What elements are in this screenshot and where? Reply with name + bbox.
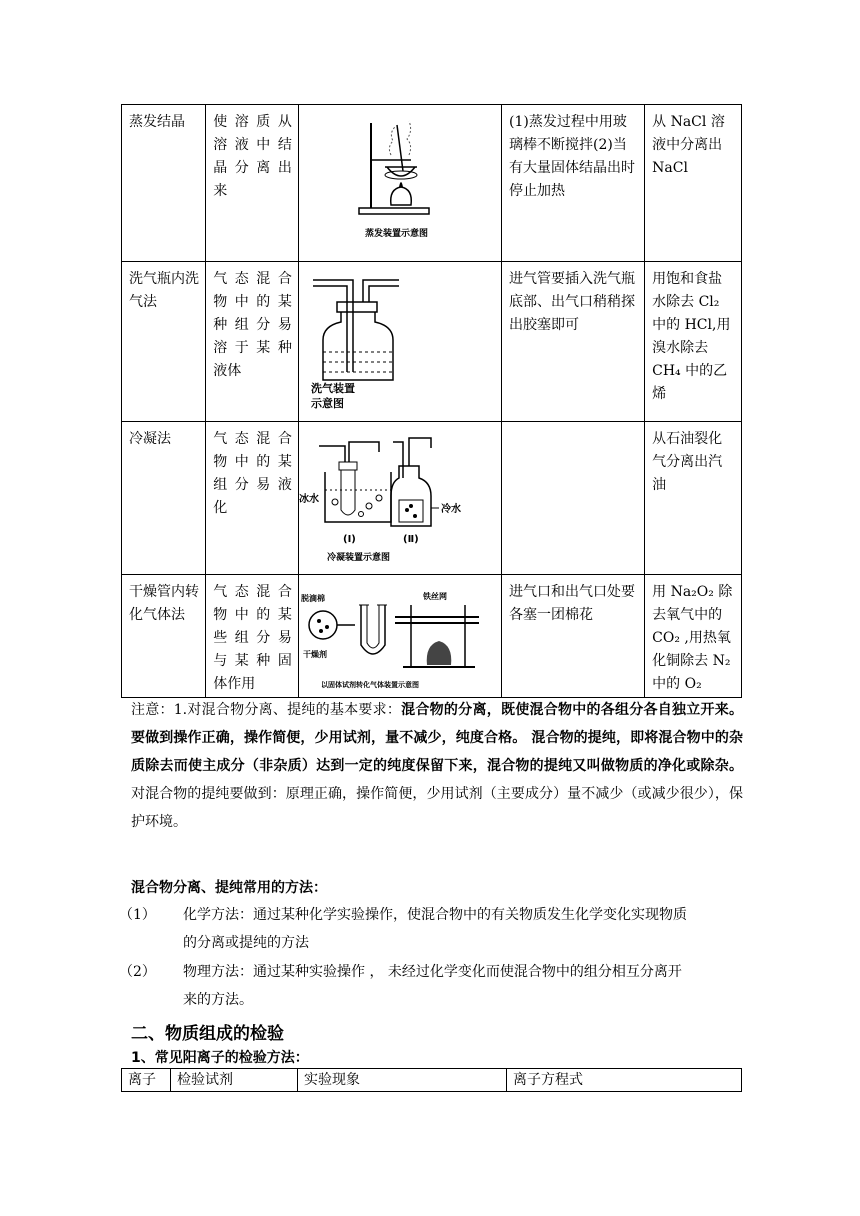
note-paragraph [131, 696, 743, 836]
drying-tube-figure [298, 575, 501, 698]
sub-heading: 1、常见阳离子的检验方法： [131, 1050, 309, 1066]
method-condition: 气态混合 物中的某 种组分易 溶于某种 液体 [206, 262, 299, 422]
method-notes: 进气口和出气口处要各塞一团棉花 [501, 575, 644, 698]
condensation-apparatus-image [299, 422, 491, 575]
note-rest: 对混合物的提纯要做到：原理正确，操作简便，少用试剂（主要成分）量不减少（或减少很少），保护环境。 [131, 786, 743, 830]
separation-methods-table [121, 104, 742, 698]
method-condition: 气态混合 物中的某 些组分易 与某种固 体作用 [206, 575, 299, 698]
table-row [122, 105, 742, 262]
label-apparatus-2: (Ⅱ) [402, 534, 419, 545]
methods-heading: 混合物分离、提纯常用的方法： [131, 880, 327, 896]
item-number: （1） [119, 907, 156, 923]
figure-caption-line1: 洗气装置 [310, 382, 355, 395]
label-apparatus-1: (Ⅰ) [342, 534, 356, 545]
gas-washing-figure [298, 262, 501, 422]
table-row [122, 262, 742, 422]
evaporation-figure [298, 105, 501, 262]
condensation-figure [298, 422, 501, 575]
item-line1: 化学方法：通过某种化学实验操作，使混合物中的有关物质发生化学变化实现物质 [183, 907, 687, 923]
note-prefix: 注意：1.对混合物分离、提纯的基本要求： [131, 702, 402, 718]
table-header-row [122, 1069, 742, 1092]
method-condition: 使溶质从 溶液中结 晶分离出 来 [206, 105, 299, 262]
method-notes [501, 422, 644, 575]
figure-caption: 蒸发装置示意图 [364, 229, 428, 239]
method-example: 用饱和食盐水除去 Cl₂ 中的 HCl,用溴水除去 CH₄ 中的乙烯 [645, 262, 742, 422]
method-condition: 气态混合 物中的某 组分易液 化 [206, 422, 299, 575]
label-cold-water: 冷水 [440, 504, 461, 515]
method-example: 从石油裂化气分离出汽油 [645, 422, 742, 575]
method-name: 洗气瓶内洗气法 [122, 262, 206, 422]
section-heading: 二、物质组成的检验 [131, 1024, 284, 1044]
note-bold: 混合物的分离，既使混合物中的各组分各自独立开来。要做到操作正确，操作简便，少用试剂，量不减少，纯度合格。 混合物的提纯，即将混合物中的杂质除去而使主成分（非杂质）达到一定的纯度保留下来，混合物的提纯又叫做物质的净化或除杂。 [131, 702, 743, 774]
item-line2: 来的方法。 [183, 992, 253, 1008]
item-number: （2） [119, 964, 156, 980]
evaporation-apparatus-image [299, 105, 491, 262]
method-name: 蒸发结晶 [122, 105, 206, 262]
method-name: 冷凝法 [122, 422, 206, 575]
item-line2: 的分离或提纯的方法 [183, 935, 309, 951]
method-example: 用 Na₂O₂ 除去氧气中的 CO₂ ,用热氧化铜除去 N₂ 中的 O₂ [645, 575, 742, 698]
label-ice-water: 冰水 [298, 494, 319, 505]
label-cotton: 脱滴棉 [300, 594, 325, 603]
table-row [122, 422, 742, 575]
drying-tube-apparatus-image [299, 575, 491, 698]
cation-test-table [121, 1068, 742, 1092]
method-name: 干燥管内转化气体法 [122, 575, 206, 698]
label-wire-mesh: 铁丝网 [422, 592, 447, 601]
header-reagent: 检验试剂 [171, 1069, 298, 1092]
header-equation: 离子方程式 [507, 1069, 742, 1092]
table-row [122, 575, 742, 698]
header-ion: 离子 [122, 1069, 171, 1092]
figure-caption: 冷凝装置示意图 [326, 553, 390, 563]
method-example: 从 NaCl 溶液中分离出 NaCl [645, 105, 742, 262]
gas-washing-bottle-image [299, 262, 491, 422]
method-notes: 进气管要插入洗气瓶底部、出气口稍稍探出胶塞即可 [501, 262, 644, 422]
figure-caption-line2: 示意图 [310, 397, 344, 410]
label-desiccant: 干燥剂 [302, 650, 327, 659]
figure-caption: 以固体试剂转化气体装置示意图 [320, 681, 419, 689]
item-line1: 物理方法：通过某种实验操作 ， 未经过化学变化而使混合物中的组分相互分离开 [183, 964, 682, 980]
method-notes: (1)蒸发过程中用玻璃棒不断搅拌(2)当有大量固体结晶出时停止加热 [501, 105, 644, 262]
header-phenomenon: 实验现象 [298, 1069, 507, 1092]
